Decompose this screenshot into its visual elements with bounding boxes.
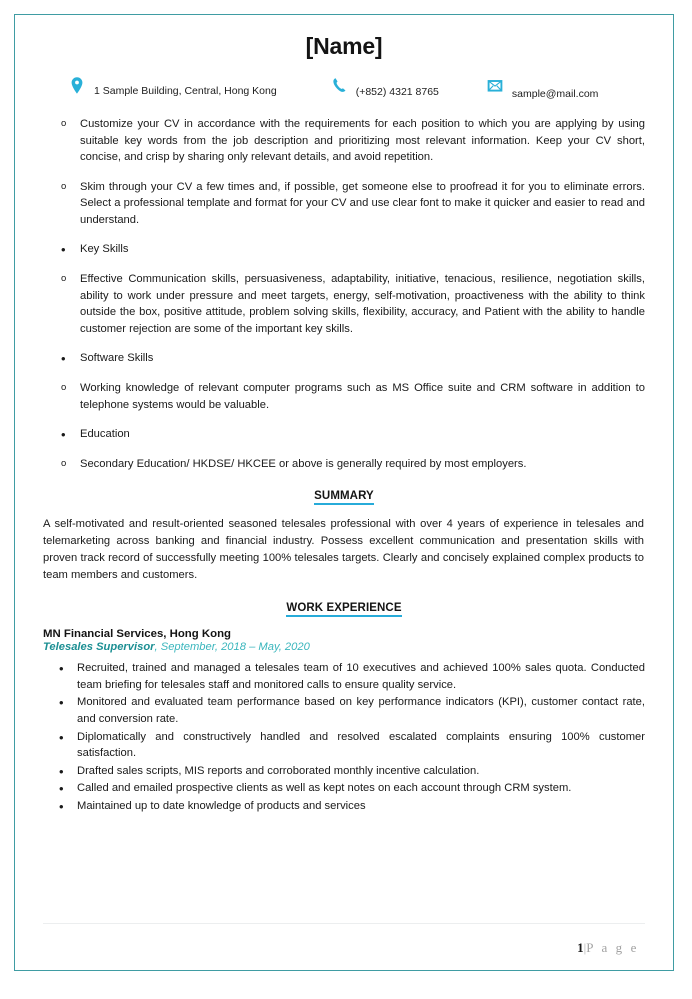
page-title: [Name] xyxy=(305,33,383,59)
contact-phone xyxy=(331,76,439,98)
page-separator: | xyxy=(583,940,587,955)
phone-icon xyxy=(331,76,347,96)
list-item: • Monitored and evaluated team performance based on key performance indicators (KPI), customer contact rate, and conversion rate. xyxy=(43,694,645,727)
page-number: 1 xyxy=(577,940,584,955)
list-item: o Skim through your CV a few times and, if possible, get someone else to proofread it for you to eliminate errors. Select a professional template and format for your CV and use clear font to make it quicker and easier to read and understand. xyxy=(43,179,645,229)
list-item: • Software Skills xyxy=(43,350,645,367)
summary-heading xyxy=(43,490,645,502)
job-dates: , September, 2018 – May, 2020 xyxy=(154,641,310,654)
list-item: o Customize your CV in accordance with the requirements for each position to which you are applying by using suitable key words from the job description and prioritizing most relevant information. Keep your CV short, concise, and crisp by sharing only relevant details, and avoid repetition. xyxy=(43,116,645,166)
list-item: • Recruited, trained and managed a telesales team of 10 executives and achieved 100% sales quota. Conducted team briefing for telesales staff and monitored calls to ensure quality service. xyxy=(43,660,645,693)
work-experience-heading-text: WORK EXPERIENCE xyxy=(286,602,401,617)
work-experience-heading xyxy=(43,602,645,614)
tips-list xyxy=(43,116,645,472)
summary-heading-text: SUMMARY xyxy=(314,490,374,505)
summary-paragraph: A self-motivated and result-oriented seasoned telesales professional with over 4 years of experience in telesales and telemarketing across banking and financial industry. Possess excellent communication and presentation skills with proven track record of successfully meeting 100% telesales targets. Clearly and concisely explained complex products to team members and customers. xyxy=(43,518,644,582)
contact-phone-text: (+852) 4321 8765 xyxy=(355,86,439,98)
list-item: o Effective Communication skills, persuasiveness, adaptability, initiative, tenacious, resilience, negotiation skills, ability to work under pressure and meet targets, energy, self-motivation, proactiveness with the ability to think outside the box, positive attitude, problem solving skills, flexibility, accuracy, and Patient with the ability to handle customer rejection are some of the important key skills. xyxy=(43,271,645,337)
footer-divider xyxy=(43,923,645,924)
page-footer xyxy=(43,923,645,956)
list-item: o Working knowledge of relevant computer programs such as MS Office suite and CRM software in addition to telephone systems would be valuable. xyxy=(43,380,645,413)
job-role: Telesales Supervisor xyxy=(43,641,155,654)
job-company: MN Financial Services, Hong Kong xyxy=(43,628,231,641)
list-item: • Called and emailed prospective clients as well as kept notes on each account through CRM system. xyxy=(43,780,645,797)
page-word: P a g e xyxy=(586,940,639,955)
job-entry xyxy=(43,628,645,814)
job-title-line xyxy=(43,641,645,653)
list-item: • Education xyxy=(43,426,645,443)
contact-address-text: 1 Sample Building, Central, Hong Kong xyxy=(94,85,277,97)
list-item: o Secondary Education/ HKDSE/ HKCEE or above is generally required by most employers. xyxy=(43,456,645,473)
page-number-label xyxy=(43,940,645,956)
list-item: • Key Skills xyxy=(43,241,645,258)
contact-email-text: sample@mail.com xyxy=(511,88,599,100)
contact-address xyxy=(69,76,277,97)
list-item: • Maintained up to date knowledge of products and services xyxy=(43,798,645,815)
cv-page xyxy=(14,14,674,971)
list-item: • Diplomatically and constructively handled and resolved escalated complaints ensuring 100% customer satisfaction. xyxy=(43,729,645,762)
location-pin-icon xyxy=(69,76,85,96)
list-item: • Drafted sales scripts, MIS reports and corroborated monthly incentive calculation. xyxy=(43,763,645,780)
job-bullets-list xyxy=(43,660,645,814)
envelope-icon xyxy=(487,76,503,96)
page-content xyxy=(15,15,673,970)
contact-row xyxy=(43,76,645,100)
contact-email xyxy=(487,76,599,100)
